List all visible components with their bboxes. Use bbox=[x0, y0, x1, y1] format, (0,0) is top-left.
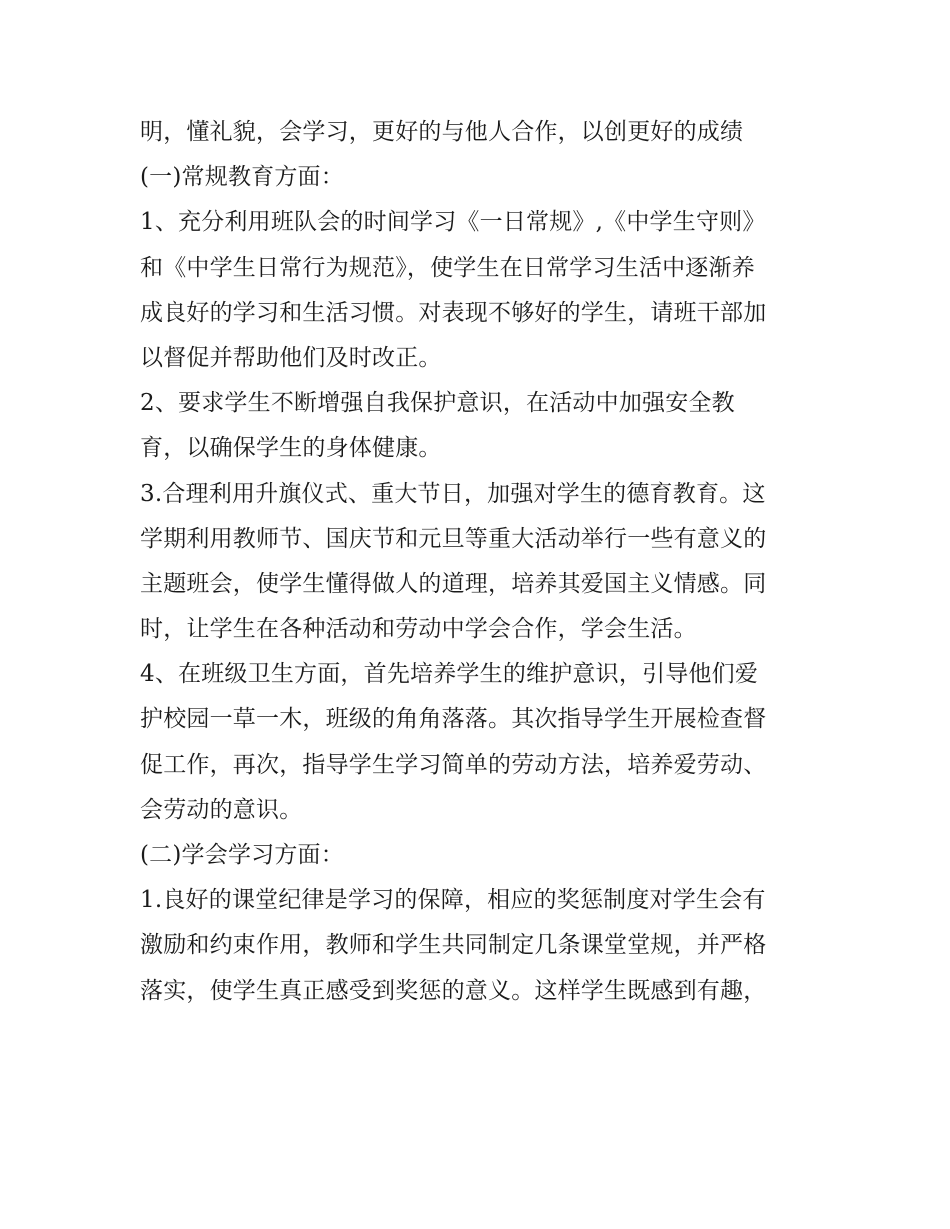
text-line: 明，懂礼貌，会学习，更好的与他人合作，以创更好的成绩 bbox=[140, 119, 744, 145]
text-line: 激励和约束作用，教师和学生共同制定几条课堂堂规，并严格 bbox=[140, 932, 767, 959]
text-line: 成良好的学习和生活习惯。对表现不够好的学生，请班干部加 bbox=[140, 299, 767, 326]
text-line: 护校园一草一木，班级的角角落落。其次指导学生开展检查督 bbox=[140, 706, 767, 733]
text-line: 主题班会，使学生懂得做人的道理，培养其爱国主义情感。同 bbox=[140, 570, 767, 597]
text-line: 时，让学生在各种活动和劳动中学会合作，学会生活。 bbox=[140, 616, 697, 643]
text-line: 学期利用教师节、国庆节和元旦等重大活动举行一些有意义的 bbox=[140, 525, 767, 552]
document-body bbox=[140, 110, 820, 1014]
text-line: 和《中学生日常行为规范》，使学生在日常学习生活中逐渐养 bbox=[140, 254, 755, 281]
text-line: 2、要求学生不断增强自我保护意识，在活动中加强安全教 bbox=[140, 390, 735, 417]
text-line: 落实，使学生真正感受到奖惩的意义。这样学生既感到有趣， bbox=[140, 977, 767, 1004]
text-line: 1、充分利用班队会的时间学习《一日常规》,《中学生守则》 bbox=[140, 209, 766, 236]
section-heading: (二)学会学习方面： bbox=[140, 842, 344, 868]
text-line: 会劳动的意识。 bbox=[140, 796, 303, 823]
text-line: 1.良好的课堂纪律是学习的保障，相应的奖惩制度对学生会有 bbox=[140, 887, 766, 914]
text-line: 促工作，再次，指导学生学习简单的劳动方法，培养爱劳动、 bbox=[140, 751, 767, 778]
text-line: 以督促并帮助他们及时改正。 bbox=[140, 344, 442, 371]
text-line: 4、在班级卫生方面，首先培养学生的维护意识，引导他们爱 bbox=[140, 661, 759, 688]
section-heading: (一)常规教育方面： bbox=[140, 164, 344, 191]
text-line: 育，以确保学生的身体健康。 bbox=[140, 435, 442, 462]
text-line: 3.合理利用升旗仪式、重大节日，加强对学生的德育教育。这 bbox=[140, 480, 766, 507]
